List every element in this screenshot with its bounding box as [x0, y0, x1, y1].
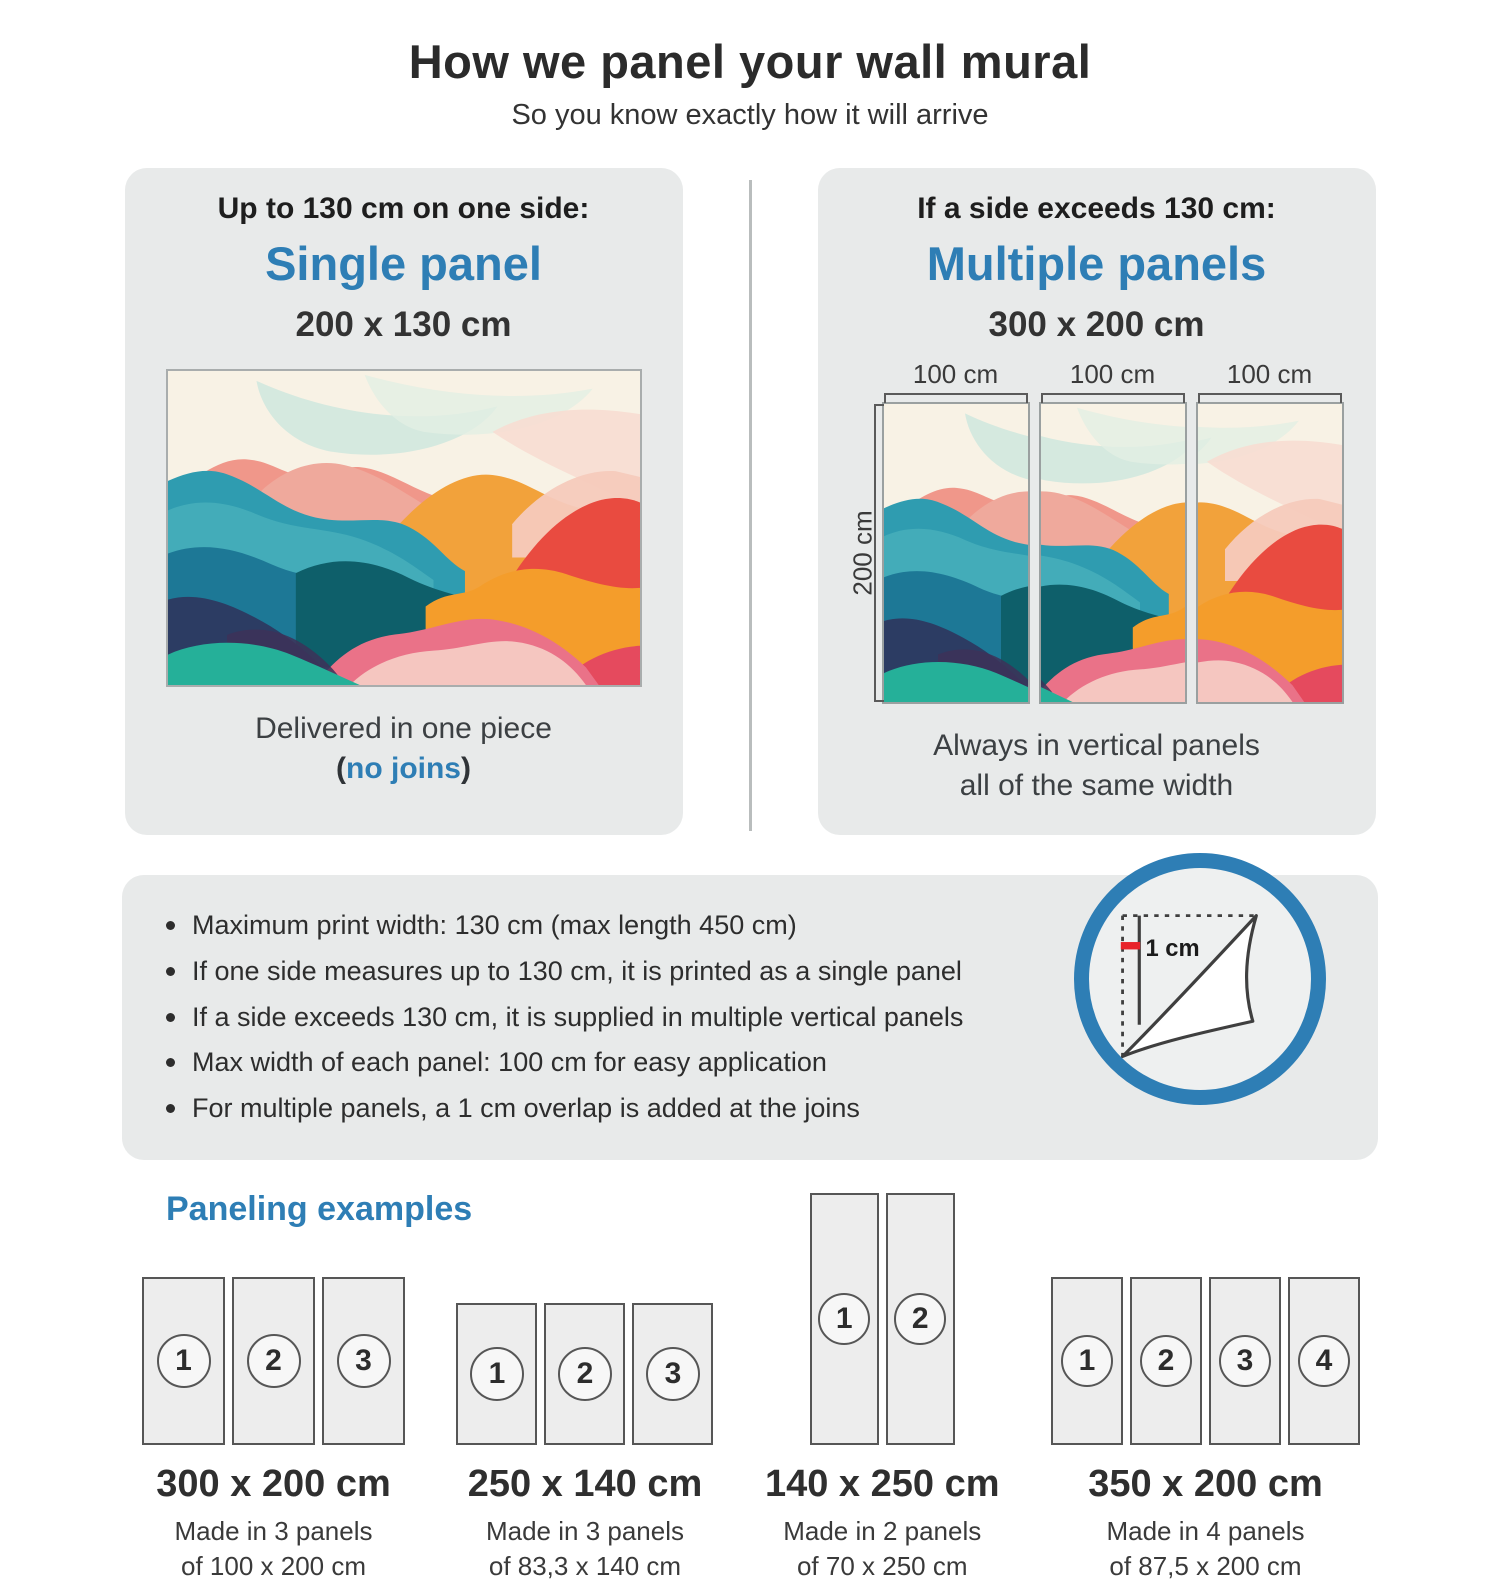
cards-divider	[749, 180, 752, 831]
mural-panel-3	[1196, 402, 1344, 704]
width-labels-row	[882, 359, 1348, 402]
multiple-panels-size: 300 x 200 cm	[988, 305, 1205, 344]
example-caption	[1106, 1514, 1304, 1584]
mural-panel-2	[1039, 402, 1187, 704]
height-label: 200 cm	[847, 510, 877, 596]
spec-bullet: Max width of each panel: 100 cm for easy application	[158, 1046, 1058, 1080]
overlap-label: 1 cm	[1145, 935, 1200, 963]
paneling-examples-section	[122, 1190, 1378, 1584]
width-label: 100 cm	[912, 359, 999, 389]
width-label: 100 cm	[1069, 359, 1156, 389]
example-panel	[544, 1303, 625, 1445]
mural-panel-1	[882, 402, 1030, 704]
page-title: How we panel your wall mural	[408, 35, 1092, 88]
page-subtitle: So you know exactly how it will arrive	[511, 99, 989, 131]
mural-panel-1-image	[884, 404, 1028, 702]
diagram-corner-spacer	[846, 359, 882, 402]
panel-number: 4	[1298, 1335, 1350, 1387]
height-bracket-col	[846, 402, 882, 704]
panel-number: 1	[818, 1293, 870, 1345]
mural-panel-3-image	[1198, 404, 1342, 702]
panel-number: 3	[337, 1334, 391, 1388]
example-panel	[632, 1303, 713, 1445]
specs-list	[158, 909, 1058, 1126]
example-panel	[232, 1277, 315, 1445]
example-size: 300 x 200 cm	[156, 1462, 391, 1505]
example-panel	[142, 1277, 225, 1445]
example-caption-line2: of 83,3 x 140 cm	[488, 1551, 682, 1582]
multiple-panels-caption-line1: Always in vertical panels	[933, 729, 1260, 762]
single-panel-result: Single panel	[265, 237, 542, 290]
width-bracket	[884, 393, 1028, 402]
example-250x140	[456, 1193, 713, 1584]
example-caption-line2: of 87,5 x 200 cm	[1109, 1551, 1302, 1582]
spec-bullet: For multiple panels, a 1 cm overlap is added at the joins	[158, 1092, 1058, 1126]
page-curl-icon	[1112, 891, 1288, 1067]
panel-rule-cards	[0, 168, 1500, 835]
specs-box	[122, 875, 1378, 1160]
width-label: 100 cm	[1226, 359, 1313, 389]
examples-row	[122, 1193, 1378, 1584]
paren-open: (	[336, 751, 346, 785]
example-panel	[810, 1193, 879, 1445]
single-panel-caption-line2	[135, 749, 673, 789]
panel-number: 3	[1219, 1335, 1271, 1387]
spec-bullet: Maximum print width: 130 cm (max length 450 cm)	[158, 909, 1058, 943]
example-350x200-diagram	[1051, 1193, 1360, 1445]
example-panel	[1288, 1277, 1360, 1445]
mural-panels	[882, 402, 1348, 704]
multiple-panels-condition: If a side exceeds 130 cm:	[917, 192, 1276, 225]
spec-bullet: If a side exceeds 130 cm, it is supplied in multiple vertical panels	[158, 1001, 1058, 1035]
example-panel	[1051, 1277, 1123, 1445]
example-panel	[1209, 1277, 1281, 1445]
multiple-panels-result: Multiple panels	[926, 237, 1267, 290]
panel-number: 1	[1061, 1335, 1113, 1387]
width-bracket	[1198, 393, 1342, 402]
paren-close: )	[461, 751, 471, 785]
multi-panel-diagram	[846, 359, 1348, 704]
example-size: 140 x 250 cm	[764, 1462, 1000, 1505]
width-label-col	[1039, 359, 1187, 402]
panel-number: 2	[894, 1293, 946, 1345]
panel-number: 2	[247, 1334, 301, 1388]
example-caption-line2: of 100 x 200 cm	[181, 1551, 366, 1582]
single-panel-caption	[135, 709, 673, 788]
width-bracket	[1041, 393, 1185, 402]
panel-number: 1	[470, 1347, 524, 1401]
width-label-col	[1196, 359, 1344, 402]
height-bracket	[874, 404, 876, 702]
example-300x200	[142, 1193, 405, 1584]
panel-number: 2	[1140, 1335, 1192, 1387]
example-caption	[783, 1514, 981, 1584]
example-caption	[174, 1514, 372, 1584]
example-caption-line1: Made in 4 panels	[1106, 1515, 1305, 1546]
multiple-panels-caption-line2: all of the same width	[959, 768, 1234, 802]
single-panel-condition: Up to 130 cm on one side:	[217, 192, 590, 225]
example-size: 250 x 140 cm	[467, 1462, 703, 1505]
example-caption-line1: Made in 3 panels	[174, 1515, 373, 1546]
example-350x200	[1051, 1193, 1360, 1584]
panel-number: 1	[157, 1334, 211, 1388]
example-caption-line1: Made in 3 panels	[485, 1515, 684, 1546]
example-140x250-diagram	[810, 1193, 955, 1445]
panel-number: 2	[558, 1347, 612, 1401]
single-panel-mural-image	[166, 369, 642, 687]
example-caption-line2: of 70 x 250 cm	[796, 1551, 968, 1582]
example-panel	[322, 1277, 405, 1445]
width-label-col	[882, 359, 1030, 402]
panel-number: 3	[646, 1347, 700, 1401]
single-panel-caption-line1: Delivered in one piece	[255, 712, 552, 745]
example-panel	[456, 1303, 537, 1445]
mural-panel-2-image	[1041, 404, 1185, 702]
example-caption-line1: Made in 2 panels	[783, 1515, 982, 1546]
single-panel-size: 200 x 130 cm	[295, 305, 512, 344]
mural-image	[168, 371, 640, 685]
example-300x200-diagram	[142, 1193, 405, 1445]
example-140x250	[765, 1193, 1000, 1584]
no-joins-highlight: no joins	[346, 751, 461, 785]
example-panel	[886, 1193, 955, 1445]
spec-bullet: If one side measures up to 130 cm, it is printed as a single panel	[158, 955, 1058, 989]
example-size: 350 x 200 cm	[1088, 1462, 1323, 1505]
overlap-illustration-circle	[1074, 853, 1326, 1105]
example-panel	[1130, 1277, 1202, 1445]
overlap-tick	[1121, 942, 1140, 949]
example-250x140-diagram	[456, 1193, 713, 1445]
examples-heading: Paneling examples	[166, 1189, 473, 1228]
multiple-panels-caption	[828, 726, 1366, 805]
example-caption	[486, 1514, 684, 1584]
page-header	[0, 0, 1500, 132]
multiple-panels-card	[818, 168, 1376, 835]
single-panel-card	[125, 168, 683, 835]
